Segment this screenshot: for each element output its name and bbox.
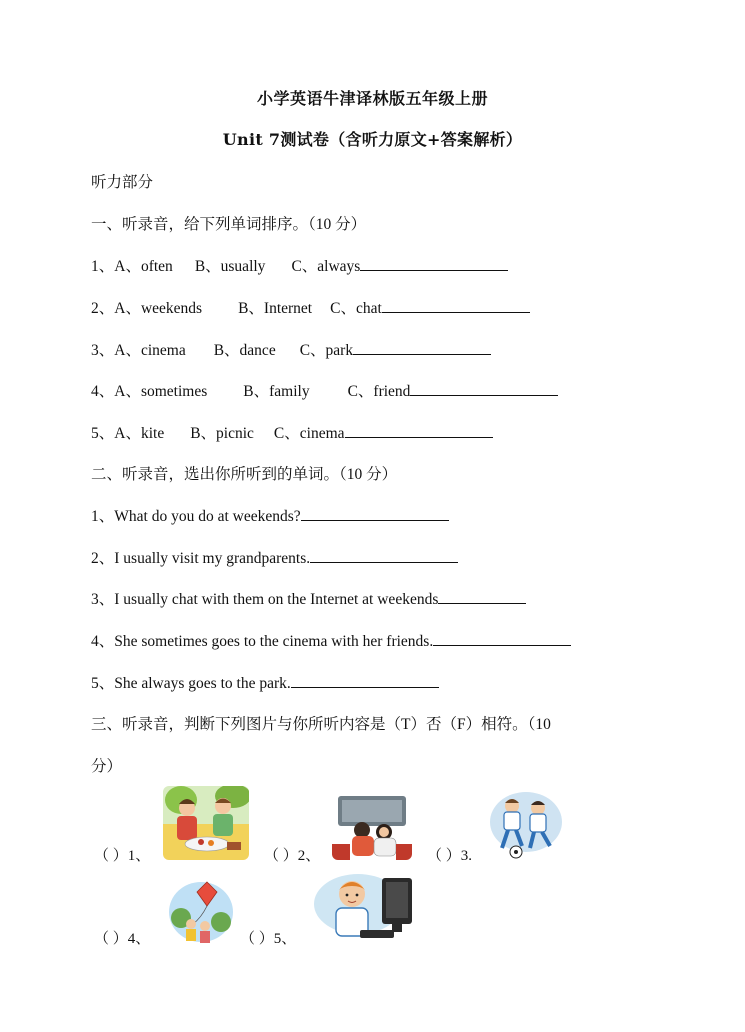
sentence: 2、I usually visit my grandparents.	[91, 550, 311, 567]
option-b: B、usually	[194, 258, 266, 275]
sentence: 5、She always goes to the park.	[91, 675, 291, 692]
listening-part-heading: 听力部分	[91, 174, 154, 191]
option-b: B、picnic	[190, 425, 254, 442]
option-a: A、kite	[114, 425, 165, 442]
kite-image	[167, 878, 235, 944]
s2-item-2	[91, 546, 458, 568]
answer-blank[interactable]	[310, 548, 458, 563]
option-b: B、family	[243, 383, 310, 400]
section2-heading: 二、听录音，选出你所听到的单词。（10 分）	[91, 466, 398, 483]
answer-blank[interactable]	[301, 506, 449, 521]
computer-image	[312, 872, 414, 944]
option-a: A、cinema	[114, 342, 186, 359]
s3-item-5-label[interactable]: （ ）5、	[240, 931, 297, 947]
answer-blank[interactable]	[433, 631, 571, 646]
item-number: 1、	[91, 258, 115, 275]
item-number: 3、	[91, 342, 115, 359]
sentence: 1、What do you do at weekends?	[91, 508, 301, 525]
s1-item-4	[91, 379, 558, 401]
answer-blank[interactable]	[438, 589, 526, 604]
sentence: 4、She sometimes goes to the cinema with her friends.	[91, 633, 434, 650]
answer-blank[interactable]	[360, 256, 508, 271]
answer-blank[interactable]	[410, 381, 558, 396]
s2-item-5	[91, 671, 439, 693]
s1-item-1	[91, 254, 508, 276]
option-c: C、park	[299, 342, 354, 359]
option-a: A、sometimes	[114, 383, 208, 400]
section3-heading-line1: 三、听录音，判断下列图片与你所听内容是（T）否（F）相符。（10	[91, 716, 551, 733]
option-a: A、often	[114, 258, 173, 275]
item-number: 5、	[91, 425, 115, 442]
item-number: 4、	[91, 383, 115, 400]
s3-item-1-label[interactable]: （ ）1、	[94, 848, 151, 864]
football-image	[486, 790, 564, 860]
s2-item-3	[91, 587, 526, 609]
item-number: 2、	[91, 300, 115, 317]
s2-item-4	[91, 629, 571, 651]
document-subtitle: Unit 7测试卷（含听力原文+答案解析）	[222, 130, 523, 149]
option-a: A、weekends	[114, 300, 203, 317]
document-title: 小学英语牛津译林版五年级上册	[256, 89, 488, 108]
option-c: C、always	[291, 258, 361, 275]
s1-item-3	[91, 338, 491, 360]
answer-blank[interactable]	[353, 340, 491, 355]
s3-item-3-label[interactable]: （ ）3.	[427, 848, 473, 864]
sentence: 3、I usually chat with them on the Internet at weekends	[91, 591, 439, 608]
s1-item-2	[91, 296, 530, 318]
option-c: C、friend	[347, 383, 411, 400]
option-c: C、chat	[330, 300, 382, 317]
cinema-image	[332, 794, 412, 860]
answer-blank[interactable]	[382, 298, 530, 313]
option-b: B、Internet	[238, 300, 313, 317]
section1-heading: 一、听录音，给下列单词排序。（10 分）	[91, 216, 367, 233]
option-c: C、cinema	[273, 425, 345, 442]
answer-blank[interactable]	[345, 423, 493, 438]
s2-item-1	[91, 504, 449, 526]
option-b: B、dance	[213, 342, 276, 359]
section3-heading-line2: 分）	[91, 758, 123, 775]
answer-blank[interactable]	[291, 673, 439, 688]
s3-item-4-label[interactable]: （ ）4、	[94, 931, 151, 947]
s3-item-2-label[interactable]: （ ）2、	[264, 848, 321, 864]
s1-item-5	[91, 421, 493, 443]
picnic-image	[163, 786, 249, 860]
